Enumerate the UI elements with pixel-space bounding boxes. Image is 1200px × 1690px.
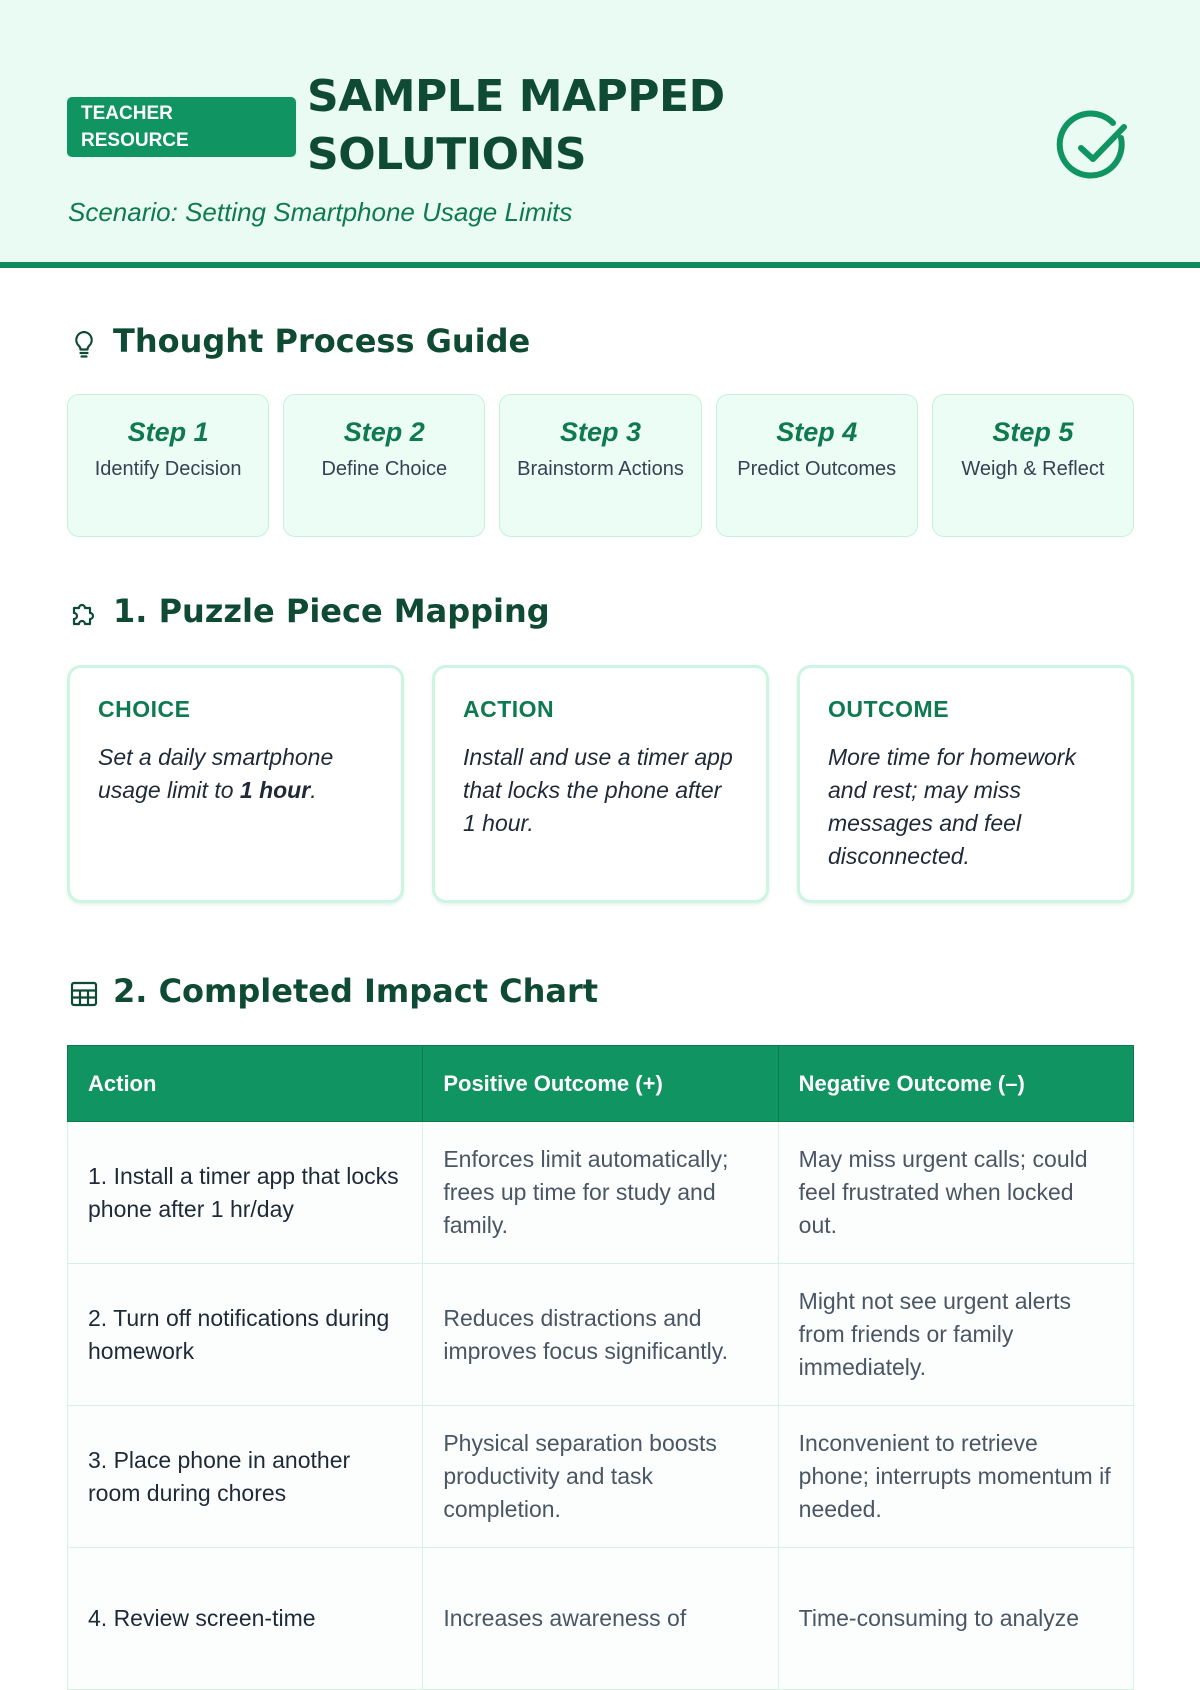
action-cell: 3. Place phone in another room during chores	[68, 1406, 423, 1548]
step-number: Step 3	[559, 417, 642, 447]
check-circle-icon	[1055, 108, 1135, 188]
card-label: CHOICE	[98, 696, 191, 722]
column-header: Action	[68, 1046, 423, 1122]
step-label: Predict Outcomes	[737, 458, 897, 480]
step-label: Weigh & Reflect	[961, 458, 1105, 480]
table-icon	[68, 978, 100, 1010]
card-text: Set a daily smartphone usage limit to 1 hour.	[98, 744, 334, 803]
scenario-subtitle: Scenario: Setting Smartphone Usage Limits	[68, 197, 573, 227]
table-row	[68, 1122, 1134, 1264]
choice-card	[67, 665, 404, 903]
outcome-card	[797, 665, 1134, 903]
step-label: Identify Decision	[94, 458, 242, 480]
step-card	[932, 394, 1134, 537]
impact-title: 2. Completed Impact Chart	[113, 972, 599, 1010]
action-card	[432, 665, 769, 903]
step-card	[67, 394, 269, 537]
action-cell: 4. Review screen-time	[68, 1548, 423, 1690]
positive-cell: Reduces distractions and improves focus significantly.	[423, 1264, 778, 1406]
lightbulb-icon	[68, 328, 100, 360]
card-label: ACTION	[463, 696, 555, 722]
step-label: Brainstorm Actions	[517, 458, 684, 480]
negative-cell: Time-consuming to analyze	[778, 1548, 1133, 1690]
step-card	[716, 394, 918, 537]
table-row	[68, 1264, 1134, 1406]
card-text: Install and use a timer app that locks the phone after 1 hour.	[463, 744, 733, 836]
positive-cell: Increases awareness of	[423, 1548, 778, 1690]
column-header: Positive Outcome (+)	[423, 1046, 778, 1122]
step-label: Define Choice	[321, 458, 448, 480]
puzzle-icon	[68, 598, 100, 630]
step-number: Step 2	[343, 417, 425, 447]
table-row	[68, 1406, 1134, 1548]
table-header-row	[68, 1046, 1134, 1122]
steps-row	[67, 394, 1134, 537]
mapping-title: 1. Puzzle Piece Mapping	[113, 592, 550, 630]
page-header	[0, 0, 1200, 268]
action-cell: 1. Install a timer app that locks phone after 1 hr/day	[68, 1122, 423, 1264]
table-row	[68, 1548, 1134, 1690]
puzzle-cards	[67, 665, 1134, 903]
negative-cell: May miss urgent calls; could feel frustrated when locked out.	[778, 1122, 1133, 1264]
negative-cell: Inconvenient to retrieve phone; interrupts momentum if needed.	[778, 1406, 1133, 1548]
card-label: OUTCOME	[828, 696, 950, 722]
card-text: More time for homework and rest; may miss messages and feel disconnected.	[828, 744, 1076, 869]
step-number: Step 1	[127, 417, 209, 447]
guide-title: Thought Process Guide	[113, 322, 531, 360]
step-number: Step 4	[776, 417, 858, 447]
positive-cell: Enforces limit automatically; frees up time for study and family.	[423, 1122, 778, 1264]
teacher-resource-badge: TEACHER RESOURCE	[67, 97, 296, 157]
page-title: SAMPLE MAPPED SOLUTIONS	[307, 71, 725, 180]
step-card	[499, 394, 701, 537]
step-number: Step 5	[992, 417, 1074, 447]
step-card	[283, 394, 485, 537]
action-cell: 2. Turn off notifications during homework	[68, 1264, 423, 1406]
negative-cell: Might not see urgent alerts from friends or family immediately.	[778, 1264, 1133, 1406]
positive-cell: Physical separation boosts productivity and task completion.	[423, 1406, 778, 1548]
impact-table	[67, 1045, 1134, 1690]
column-header: Negative Outcome (–)	[778, 1046, 1133, 1122]
